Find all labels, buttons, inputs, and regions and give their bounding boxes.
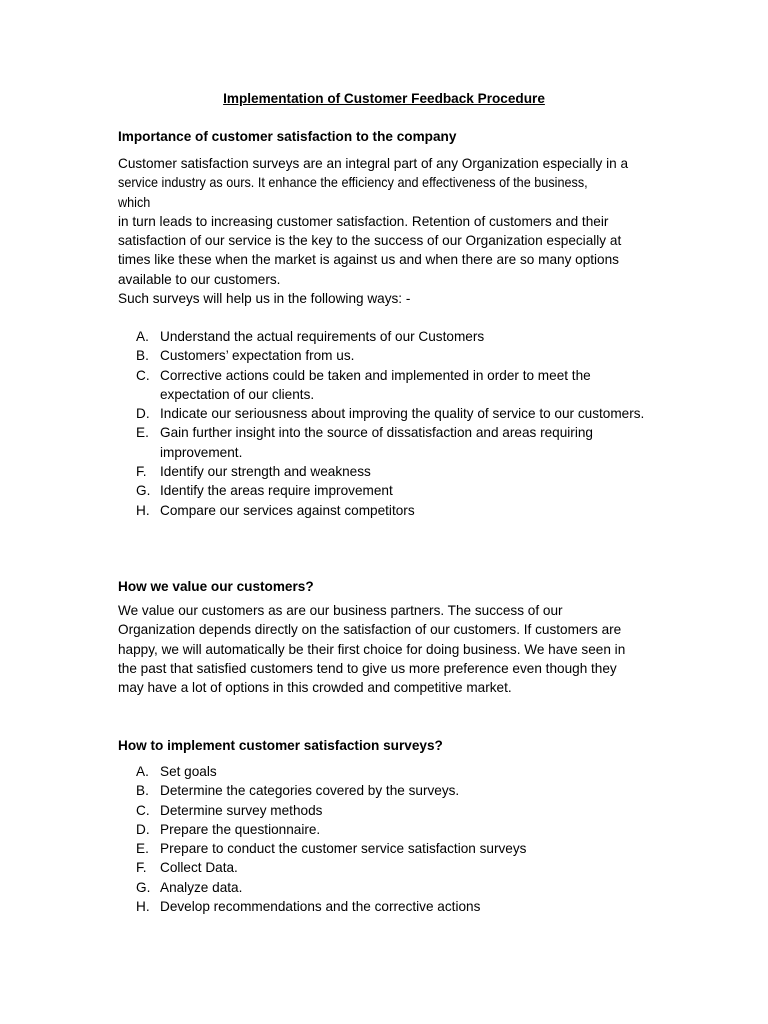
list-item: F. Identify our strength and weakness [136, 464, 371, 480]
list-item: E. Gain further insight into the source of dissatisfaction and areas requiring improvement. [136, 425, 593, 460]
list-item: D. Indicate our seriousness about improving the quality of service to our customers. [136, 406, 645, 422]
list-item: C. Corrective actions could be taken and implemented in order to meet the expectation of our clients. [136, 367, 591, 402]
paragraph-lead: Such surveys will help us in the following ways: - [118, 291, 411, 306]
section-heading-importance: Importance of customer satisfaction to the company [118, 129, 457, 144]
paragraph-line: Organization depends directly on the satisfaction of our customers. If customers are [118, 622, 622, 638]
paragraph-line: satisfaction of our service is the key to the success of our Organization especially at [118, 233, 622, 249]
list-item: G. Identify the areas require improvement [136, 483, 393, 499]
list-item: B. Determine the categories covered by the surveys. [136, 783, 460, 799]
steps-list [118, 762, 654, 916]
list-item: F. Collect Data. [136, 860, 238, 876]
paragraph-line: Customer satisfaction surveys are an integral part of any Organization especially in a [118, 156, 629, 171]
paragraph-line: in turn leads to increasing customer satisfaction. Retention of customers and their [118, 213, 609, 229]
benefits-list [118, 327, 654, 520]
document-title: Implementation of Customer Feedback Procedure [223, 91, 545, 106]
paragraph-line: times like these when the market is against us and when there are so many options [118, 252, 619, 268]
list-item: D. Prepare the questionnaire. [136, 821, 321, 837]
list-item: H. Compare our services against competitors [136, 502, 415, 518]
list-item: B. Customers’ expectation from us. [136, 348, 355, 364]
paragraph-line: available to our customers. [118, 271, 281, 287]
list-item: A. Understand the actual requirements of our Customers [136, 329, 485, 344]
section-heading-value: How we value our customers? [118, 579, 314, 594]
list-item: C. Determine survey methods [136, 802, 323, 818]
paragraph-line: We value our customers as are our business partners. The success of our [118, 603, 563, 618]
section-heading-implement: How to implement customer satisfaction surveys? [118, 738, 443, 753]
list-item: H. Develop recommendations and the corrective actions [136, 899, 481, 915]
paragraph-value [118, 601, 654, 697]
list-item: E. Prepare to conduct the customer service satisfaction surveys [136, 841, 527, 857]
paragraph-line: service industry as ours. It enhance the efficiency and effectiveness of the business, which [118, 175, 588, 210]
list-item: G. Analyze data. [136, 879, 243, 895]
paragraph-line: may have a lot of options in this crowded and competitive market. [118, 680, 512, 696]
paragraph-importance [118, 154, 654, 289]
paragraph-line: happy, we will automatically be their first choice for doing business. We have seen in [118, 641, 626, 657]
list-item: A. Set goals [136, 764, 217, 779]
paragraph-line: the past that satisfied customers tend to give us more preference even though they [118, 660, 617, 676]
